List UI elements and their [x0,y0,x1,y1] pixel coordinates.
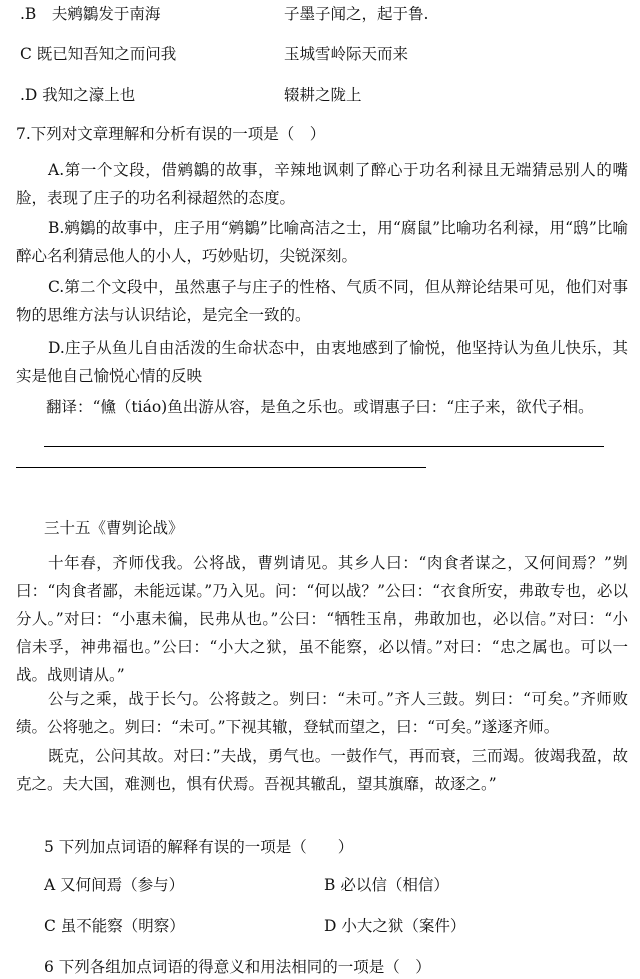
question-7-title: 7.下列对文章理解和分析有误的一项是（ ） [16,125,326,143]
question-5-title: 5 下列加点词语的解释有误的一项是（ ） [44,838,354,856]
passage-paragraph-2: 公与之乘，战于长勺。公将鼓之。刿曰：“未可。”齐人三鼓。刿曰：“可矣。”齐师败绩。公将驰之。刿曰：“未可。”下视其辙，登轼而望之，曰：“可矣。”遂逐齐师。 [16,690,628,736]
question-7-option-d: D.庄子从鱼儿自由活泼的生命状态中，由衷地感到了愉悦，他坚持认为鱼儿快乐，其实是他自己愉悦心情的反映 [16,339,628,385]
question-5-option-b: B 必以信（相信） [324,876,449,894]
question-7-option-a: A.第一个文段，借鹓鶵的故事，辛辣地讽刺了醉心于功名利禄且无端猜忌别人的嘴脸，表现了庄子的功名利禄超然的态度。 [16,161,628,207]
passage-paragraph-3: 既克，公问其故。对曰：”夫战，勇气也。一鼓作气，再而衰，三而竭。彼竭我盈，故克之。夫大国，难测也，惧有伏焉。吾视其辙乱，望其旗靡，故逐之。” [16,747,628,793]
question-5-option-c: C 虽不能察（明察） [44,917,185,935]
option-d-left: .D 我知之濠上也 [20,86,136,104]
translation-prompt: 翻译：“儵（tiáo)鱼出游从容，是鱼之乐也。或谓惠子曰：“庄子来，欲代子相。 [46,398,594,416]
answer-line-1 [44,446,604,447]
passage-paragraph-1: 十年春，齐师伐我。公将战，曹刿请见。其乡人曰：“肉食者谋之，又何间焉？”刿曰：“肉食者鄙，未能远谋。”乃入见。问：“何以战？”公曰：“衣食所安，弗敢专也，必以分人。”对曰：“小惠未徧，民弗从也。”公曰：“牺牲玉帛，弗敢加也，必以信。”对曰：“小信未孚，神弗福也。”公曰：“小大之狱，虽不能察，必以情。”对曰：“忠之属也。可以一战。战则请从。” [16,554,628,684]
question-7-option-b: B.鹓鶵的故事中，庄子用“鹓鶵”比喻高洁之士，用“腐鼠”比喻功名利禄，用“鸱”比喻醉心名利猜忌他人的小人，巧妙贴切，尖锐深刻。 [16,219,628,265]
option-b-left: .B 夫鹓鶵发于南海 [20,5,161,23]
answer-line-2 [16,467,426,468]
option-c-left: C 既已知吾知之而问我 [20,45,177,63]
option-b-right: 子墨子闻之，起于鲁. [284,5,429,23]
option-d-right: 辍耕之陇上 [284,86,362,104]
question-6-title: 6 下列各组加点词语的得意义和用法相同的一项是（ ） [44,958,431,976]
question-7-option-c: C.第二个文段中，虽然惠子与庄子的性格、气质不同，但从辩论结果可见，他们对事物的思维方法与认识结论，是完全一致的。 [16,278,628,324]
option-c-right: 玉城雪岭际天而来 [284,45,409,63]
question-5-option-d: D 小大之狱（案件） [324,917,466,935]
passage-title: 三十五《曹刿论战》 [44,519,184,537]
question-5-option-a: A 又何间焉（参与） [44,876,185,894]
